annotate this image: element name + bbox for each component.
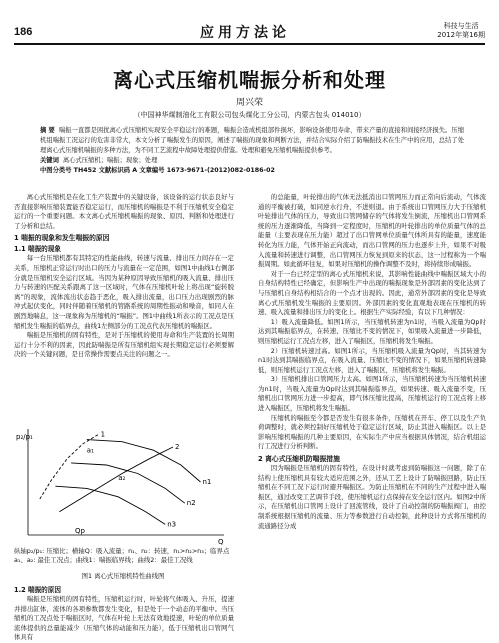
keywords-label: 关键词	[40, 157, 59, 164]
series-label: n3	[167, 520, 177, 529]
section-heading: 1 喘振的现象和发生喘振的原因	[14, 234, 110, 243]
series-group	[40, 430, 212, 535]
series-line-2	[59, 447, 173, 512]
section-heading: 2 离心式压缩机防喘振措施	[258, 455, 340, 464]
paragraph: 压缩机的喘振至今都是否发生有很多条件，压缩机在开车、停工以及生产负荷调整时，就必须控制好压缩机处于稳定运行区域，防止其进入喘振区。以上是影响压缩机喘振的几种主要原因，在实际生产中应当根据具体情况，结合机组运行工况进行分析判断。	[258, 413, 486, 451]
journal-name: 科技与生活	[443, 22, 479, 30]
paragraph: 喘振是压缩机的固有特性，压缩机运行时，叶轮将气体吸入、升压，提速并排出缸体，流体的各项参数都发生变化，但是处于一个动态的平衡中。当压缩机的工况点处于喘振区时，气体在叶轮上无法有效地提速，叶轮的单位质量流体提供的总量能减少（压缩气体的动能和压力能），低于压缩机出口管网气体具有	[14, 595, 234, 642]
abstract-block	[40, 126, 464, 176]
abstract-text: 喘振一直都是困扰离心式压缩机实现安全平稳运行的难题，喘振会造成机组部件损坏，影响设备使用寿命，带来产量的直接和间接经济损失。压缩机组喘振工况运行的危害非常大，本文分析了喘振发生的原因，阐述了喘振的现象和判断方法，并结合实际介绍了防喘振技术在生产中的应用，总结了处理离心式压缩机喘振的多种方法，为不同工艺流程中故障处理提供借鉴。处理和避免压缩机喘振提供参考。	[40, 127, 464, 154]
figure-legend: 纵轴p₂/p₁: 压缩比；横轴Q：吸入流量；n₁、n₂：转速，n₁>n₂>n₃；临界点a₁、a₂: 最佳工况点；曲线1：喘振临界线；曲线2：最佳工况线	[14, 547, 230, 564]
paragraph: 因为喘振是压缩机的固有特性，在设计时就考虑到防喘振这一问题，除了在结构上使压缩机具有较大适应范围之外，还从工艺上设计了防喘振回路，防止压缩机在不同工况下运行时避开喘振区。为防止压缩机在不同的生产过程中进入喘振区，通过改变工艺调节手段，使压缩机运行点保持在安全运行区内。如图2中所示，在压缩机出口管网上设计了回流管线，设计了自动控制的防喘振阀门，由控制系统根据压缩机的流量、压力等参数进行自动控制，此种设计方式将压缩机的流通路径分成	[258, 464, 486, 530]
header-rule	[14, 43, 485, 45]
page-header	[0, 0, 499, 44]
paragraph: 1）吸入流量降低。如图1所示，当压缩机转速为n1时，当吸入流量为Qp时达到其喘振临界点，在转速、压缩比不变的情况下，如果吸入流量进一步降低，则压缩机运行工况点左移，进入了喘振区，压缩机将发生喘振。	[258, 317, 486, 345]
series-label: 2	[175, 443, 180, 451]
series-line-n3	[55, 486, 165, 524]
journal-section: 应用方法论	[200, 25, 290, 41]
point-label: Qp	[75, 526, 85, 535]
point-label: a₂	[118, 473, 126, 482]
series-line-n2	[71, 463, 185, 503]
paragraph: 对于一台已经定型的离心式压缩机来说，其影响性能曲线中喘振区域大小的自身结构特性已经确定，但影响生产中出现的喘振现象是外部因素的变化达到了与压缩机自身结构相结合的一个点才出现的。因此，通常外部因素的变化是导致离心式压缩机发生喘振的主要原因。外部因素的变化直观地表现在压缩机的转速、吸入流量和排出压力的变化上。根据生产实际经验，有以下几种情况：	[258, 269, 486, 317]
series-label: n2	[186, 499, 196, 508]
paragraph: 离心式压缩机是在化工生产装置中的关键设备，该设备的运行状态良好与否直接影响压缩装置能否稳定运行，而压缩机的喘振是不利于压缩机安全稳定运行的一个重要问题。本文离心式压缩机喘振的现象、原因、判断和处理进行了分析和总结。	[14, 193, 234, 230]
subsection-heading: 1.2 喘振的原因	[14, 586, 61, 594]
page-number: 186	[14, 26, 33, 38]
subsection-heading: 1.1 喘振的现象	[14, 245, 61, 254]
series-line-n1	[87, 440, 201, 482]
paragraph: 每一台压缩机都有其特定的性能曲线，转速与流量、排出压力间存在一定关系，压缩机正常运行时出口的压力与流量在一定范围，如图1中曲线1右侧部分就是压缩机安全运行区域。当因为某种原因导致压缩机的吸入流量、排出压力与转速的匹配关系跟离了这一区域时，气体在压缩机叶轮上将出现“旋转脱离”的现象，流体流出状态趋于恶化，吸入排出流量，出口压力出现剧烈的脉冲式起伏变化，同时伴随着压缩机的管路系统的周期性振动和噪音，如同人在剧烈地喘息，这一现象称为压缩机的“喘振”。图1中曲线1所表示的工况点是压缩机发生喘振的临界点，曲线1左侧部分的工况点代表压缩机的喘振区。	[14, 254, 234, 330]
y-axis-label: p₂/p₁	[16, 433, 33, 441]
classification: 中图分类号 TH452 文献标识码 A 文章编号 1673-9671-(2012)082-0186-02	[40, 167, 275, 174]
journal-issue: 2012年第16期	[437, 31, 485, 39]
figure-1-chart	[14, 425, 232, 545]
keywords-text: 离心式压缩机；喘振；现象；处理	[62, 157, 158, 164]
journal-info	[437, 22, 485, 40]
series-label: 1	[100, 430, 106, 439]
author: 周兴荣	[235, 98, 263, 108]
left-column	[14, 193, 234, 360]
point-label: a₁	[86, 446, 94, 455]
right-column	[258, 193, 486, 629]
series-label: n1	[202, 478, 212, 486]
paragraph: 的总能量，叶轮排出的气体无法抵消出口管网压力而正常向后流动，气体流通的平衡被打破，如同逆水行舟，不进则退。由于系统出口管网压力大于压缩机叶轮排出气体的压力，导致出口管网储存的气体将发生倒流，压缩机出口管网系统的压力逐渐降低，当降到一定程度时，压缩机的叶轮排出的单位质量气体的总能量（主要表现在压力能）超过了出口管网单位质量气体所具有的能量，速度能转化为压力能，气体开始正向流动，而出口管网的压力也逐步上升，如果不对吸入流量和转速进行调整，出口管网压力恢复到原来的状态，这一过程称为一个喘振周期。如此循环往复，如果对压缩机的操作调整不及时，将持续形成喘振。	[258, 193, 486, 269]
affiliation: （中国神华煤制油化工有限公司包头煤化工分公司，内蒙古包头 014010）	[133, 111, 366, 119]
abstract-label: 摘 要	[40, 127, 55, 134]
article-title: 离心式压缩机喘振分析和处理	[113, 68, 386, 92]
x-axis-label: Q	[218, 538, 224, 546]
paragraph: 3）压缩机排出口管网压力太高。如图1所示，当压缩机转速为当压缩机转速为n1时，当吸入流量为Qp时达到其喘振临界点，如果转速、吸入流量不变，压缩机出口管网压力进一步提高，即气体压缩比提高，压缩机运行的工况点将上移进入喘振区，压缩机将发生喘振。	[258, 375, 486, 413]
abstract	[40, 126, 464, 156]
paragraph: 2）压缩机转速过高。如图1所示，当压缩机吸入流量为Qp时，当其转速为n1时达到其喘振临界点，在吸入流量、压缩比不变的情况下，如果压缩机转速降低，则压缩机运行工况点左移，进入了喘振区，压缩机将发生喘振。	[258, 346, 486, 374]
left-column-bottom	[14, 583, 234, 642]
keywords	[40, 156, 464, 166]
paragraph: 喘振是压缩机的固有特性，是对于压缩机的使用寿命和生产装置的长周期运行十分不利的因素，因此防喘振是所有压缩机组实现长期稳定运行必须要解决的一个关键问题，是日常操作需要点关注的问题之一。	[14, 331, 234, 359]
figure-caption: 图1 离心式压缩机特性曲线图	[81, 572, 165, 580]
